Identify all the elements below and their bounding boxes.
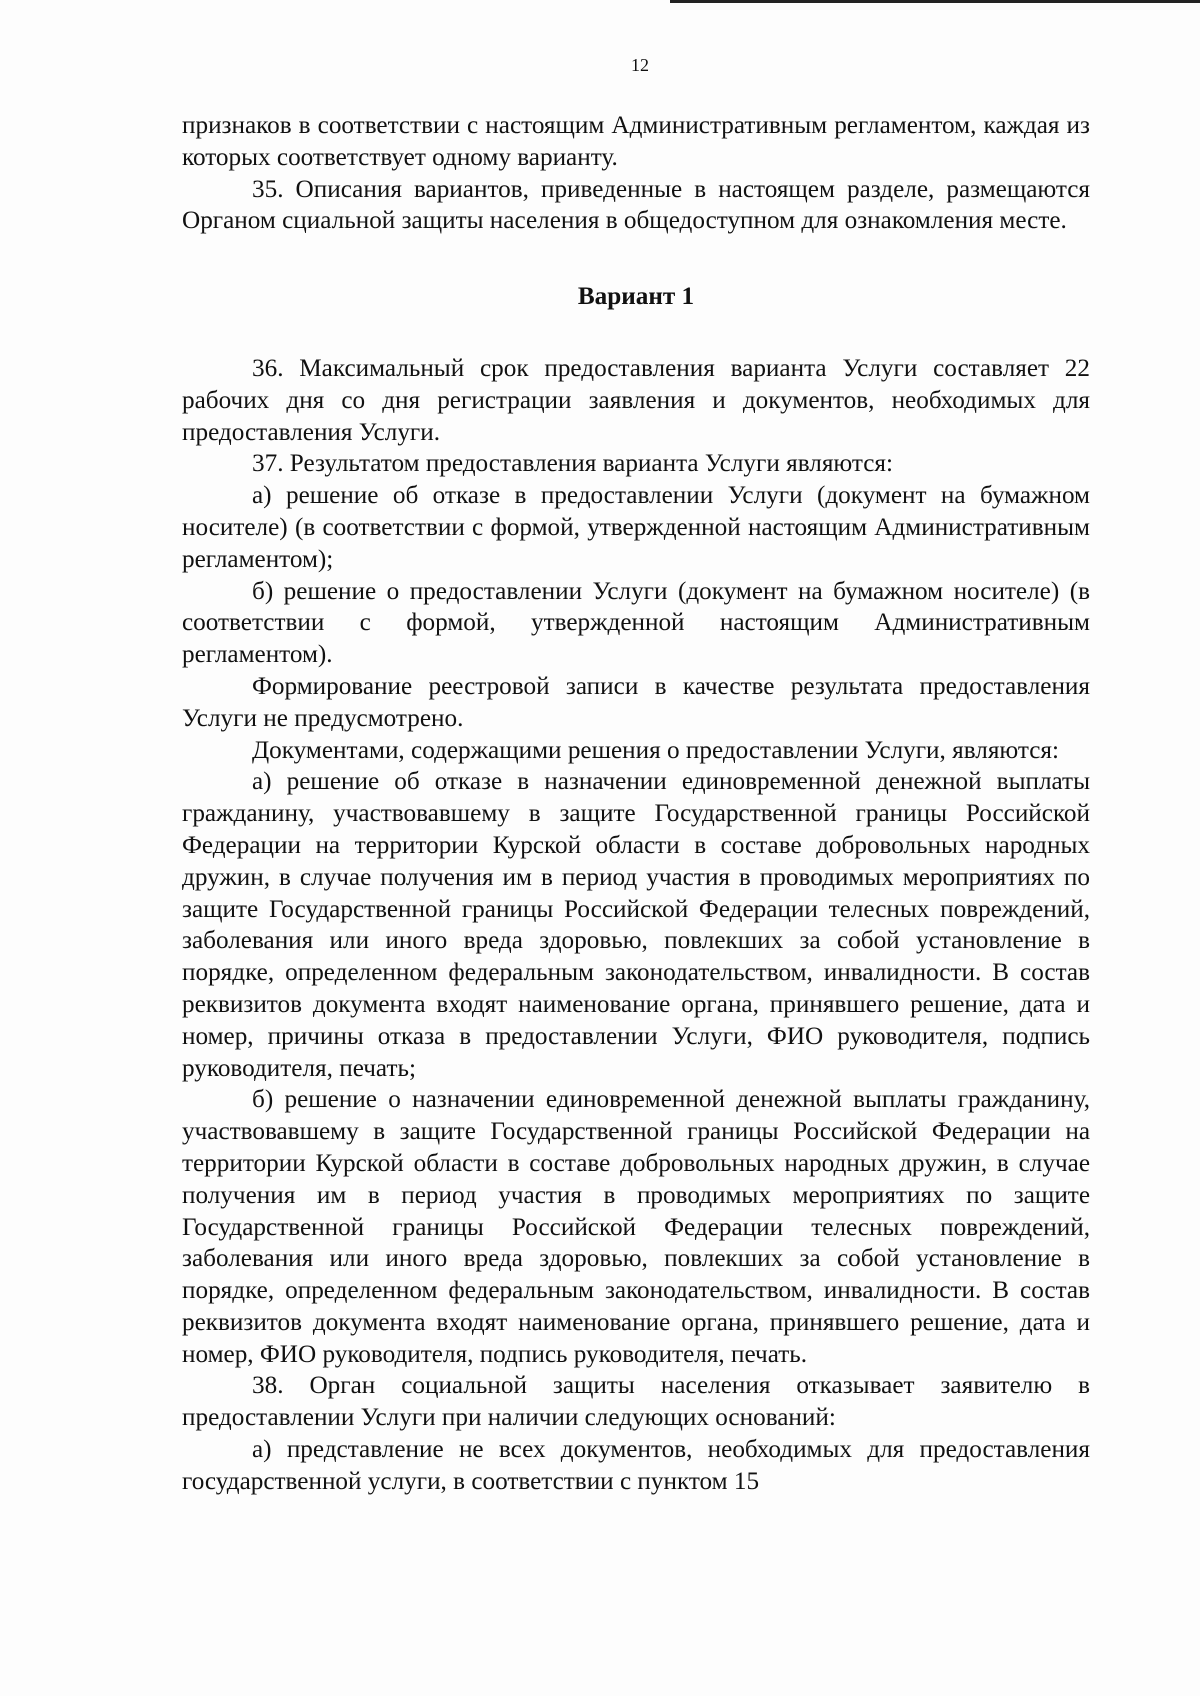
paragraph-38: 38. Орган социальной защиты населения отказывает заявителю в предоставлении Услуги при наличии следующих оснований: <box>182 1372 1090 1432</box>
page-number: 12 <box>631 55 649 75</box>
paragraph-35: 35. Описания вариантов, приведенные в настоящем разделе, размещаются Органом сциальной защиты населения в общедоступном для ознакомления месте. <box>182 175 1090 235</box>
paragraph-37-a: а) решение об отказе в предоставлении Услуги (документ на бумажном носителе) (в соответствии с формой, утвержденной настоящим Административным регламентом); <box>182 482 1090 573</box>
paragraph-37-b: б) решение о предоставлении Услуги (документ на бумажном носителе) (в соответствии с формой, утвержденной настоящим Административным регламентом). <box>182 577 1090 669</box>
document-body <box>182 110 1090 1498</box>
paragraph-documents: Документами, содержащими решения о предоставлении Услуги, являются: <box>252 736 1059 764</box>
paragraph-36: 36. Максимальный срок предоставления варианта Услуги составляет 22 рабочих дня со дня регистрации заявления и документов, необходимых для предоставления Услуги. <box>182 354 1090 446</box>
paragraph-registry: Формирование реестровой записи в качестве результата предоставления Услуги не предусмотрено. <box>182 672 1090 732</box>
paragraph-37: 37. Результатом предоставления варианта Услуги являются: <box>252 450 893 478</box>
paragraph-documents-a: а) решение об отказе в назначении единовременной денежной выплаты гражданину, участвовавшему в защите Государственной границы Российской Федерации на территории Курской области в составе добровольных народных дружин, в случае получения им в период участия в проводимых мероприятиях по защите Государственной границы Российской Федерации телесных повреждений, заболевания или иного вреда здоровью, повлекших за собой установление в порядке, определенном федеральным законодательством, инвалидности. В состав реквизитов документа входят наименование органа, принявшего решение, дата и номер, причины отказа в предоставлении Услуги, ФИО руководителя, подпись руководителя, печать; <box>182 768 1090 1082</box>
top-border-line <box>670 0 1200 3</box>
paragraph-continuation: признаков в соответствии с настоящим Административным регламентом, каждая из которых соответствует одному варианту. <box>182 112 1090 171</box>
paragraph-38-a: а) представление не всех документов, необходимых для предоставления государственной услуги, в соответствии с пунктом 15 <box>182 1436 1090 1495</box>
section-heading: Вариант 1 <box>577 283 695 311</box>
paragraph-documents-b: б) решение о назначении единовременной денежной выплаты гражданину, участвовавшему в защите Государственной границы Российской Федерации на территории Курской области в составе добровольных народных дружин, в случае получения им в период участия в проводимых мероприятиях по защите Государственной границы Российской Федерации телесных повреждений, заболевания или иного вреда здоровью, повлекших за собой установление в порядке, определенном федеральным законодательством, инвалидности. В состав реквизитов документа входят наименование органа, принявшего решение, дата и номер, ФИО руководителя, подпись руководителя, печать. <box>182 1086 1090 1368</box>
